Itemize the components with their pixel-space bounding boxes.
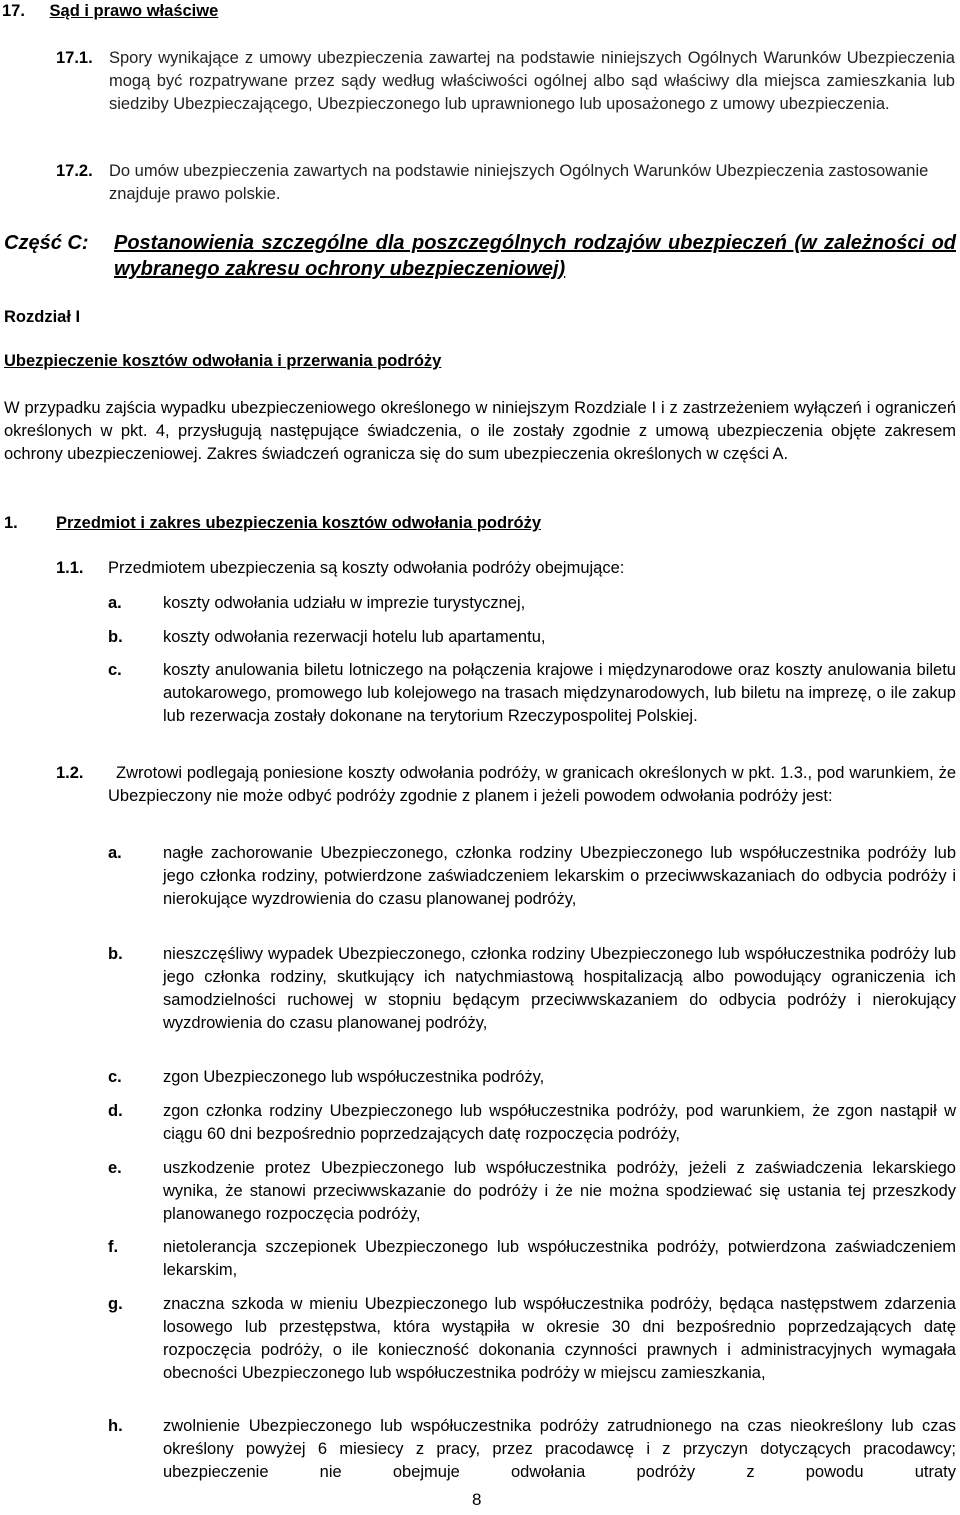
- section-1-number: 1.: [4, 514, 18, 532]
- item-1-2-text: Zwrotowi podlegają poniesione koszty odwołania podróży, w granicach określonych w pkt. 1.3., pod warunkiem, że Ubezpieczony nie może odbyć podróży zgodnie z planem i jeżeli powodem odwołania podróży jest:: [108, 764, 956, 805]
- subitem-letter: e.: [108, 1159, 122, 1177]
- subitem-letter: c.: [108, 1068, 122, 1086]
- chapter-title: Ubezpieczenie kosztów odwołania i przerwania podróży: [4, 352, 442, 370]
- item-1-1-text: Przedmiotem ubezpieczenia są koszty odwołania podróży obejmujące:: [108, 559, 625, 577]
- subitem-letter: a.: [108, 844, 122, 862]
- subitem-text: koszty anulowania biletu lotniczego na połączenia krajowe i międzynarodowe oraz koszty anulowania biletu autokarowego, promowego lub kolejowego na trasach międzynarodowych, lub biletu na imprezę, o ile zakup lub rezerwacja zostały dokonane na terytorium Rzeczypospolitej Polskiej.: [163, 661, 956, 725]
- subitem-letter: b.: [108, 945, 123, 963]
- item-17-2-number: 17.2.: [56, 162, 93, 180]
- subitem-text: zgon Ubezpieczonego lub współuczestnika podróży,: [163, 1068, 545, 1086]
- part-c-title: Postanowienia szczególne dla poszczególnych rodzajów ubezpieczeń (w zależności od wybranego zakresu ochrony ubezpieczeniowej): [114, 232, 956, 280]
- subitem-letter: d.: [108, 1102, 123, 1120]
- part-c-label: Część C:: [4, 232, 89, 254]
- subitem-text: zwolnienie Ubezpieczonego lub współuczestnika podróży zatrudnionego na czas nieokreślony lub czas określony powyżej 6 miesiecy z pracy, przez pracodawcę i z przyczyn dotyczących pracodawcy; ubezpieczenie nie obejmuje odwołania podróży z powodu utraty: [163, 1417, 956, 1481]
- section-number: 17.: [2, 2, 25, 20]
- subitem-letter: a.: [108, 594, 122, 612]
- subitem-text: znaczna szkoda w mieniu Ubezpieczonego lub współuczestnika podróży, będąca następstwem zdarzenia losowego lub przestępstwa, która wystąpiła w okresie 30 dni bezpośrednio poprzedzających datę rozpoczęcia podróży, o ile konieczność dokonania czynności prawnych i administracyjnych wymagała obecności Ubezpieczonego lub współuczestnika podróży w miejscu zamieszkania,: [163, 1295, 956, 1382]
- section-title: Sąd i prawo właściwe: [49, 2, 219, 20]
- item-1-1-number: 1.1.: [56, 559, 84, 577]
- subitem-text: koszty odwołania rezerwacji hotelu lub apartamentu,: [163, 628, 546, 646]
- item-17-1-number: 17.1.: [56, 49, 93, 67]
- page-number: 8: [472, 1490, 482, 1509]
- item-17-2-text: Do umów ubezpieczenia zawartych na podstawie niniejszych Ogólnych Warunków Ubezpieczenia zastosowanie znajduje prawo polskie.: [109, 162, 929, 203]
- subitem-text: koszty odwołania udziału w imprezie turystycznej,: [163, 594, 526, 612]
- subitem-text: nagłe zachorowanie Ubezpieczonego, członka rodziny Ubezpieczonego lub współuczestnika podróży lub jego członka rodziny, potwierdzone zaświadczeniem lekarskim o przeciwwskazaniach do odbycia podróży i nierokujące wyzdrowienia do czasu planowanej podróży,: [163, 844, 956, 908]
- subitem-letter: c.: [108, 661, 122, 679]
- item-1-2-number: 1.2.: [56, 764, 84, 782]
- item-17-1-text: Spory wynikające z umowy ubezpieczenia zawartej na podstawie niniejszych Ogólnych Warunków Ubezpieczenia mogą być rozpatrywane przez sądy według właściwości ogólnej albo sąd właściwy dla miejsca zamieszkania lub siedziby Ubezpieczającego, Ubezpieczonego lub uprawnionego lub uposażonego z umowy ubezpieczenia.: [109, 49, 955, 113]
- subitem-letter: b.: [108, 628, 123, 646]
- subitem-text: uszkodzenie protez Ubezpieczonego lub współuczestnika podróży, jeżeli z zaświadczenia lekarskiego wynika, że stanowi przeciwwskazanie do podróży i że nie można spodziewać się ustania tej przeszkody planowanego rozpoczęcia podróży,: [163, 1159, 956, 1223]
- subitem-letter: h.: [108, 1417, 123, 1435]
- subitem-text: nieszczęśliwy wypadek Ubezpieczonego, członka rodziny Ubezpieczonego lub współuczestnika podróży lub jego członka rodziny, skutkujący ich natychmiastową hospitalizacją albo powodujący ograniczenia ich samodzielności ruchowej w stopniu będącym przeciwwskazaniem do odbycia podróży i nierokujący wyzdrowienia do czasu planowanej podróży,: [163, 945, 956, 1032]
- section-17-heading: [2, 0, 218, 23]
- section-1-title: Przedmiot i zakres ubezpieczenia kosztów odwołania podróży: [56, 514, 542, 532]
- chapter-label: Rozdział I: [4, 308, 81, 326]
- subitem-text: nietolerancja szczepionek Ubezpieczonego lub współuczestnika podróży, potwierdzona zaświadczeniem lekarskim,: [163, 1238, 956, 1279]
- subitem-letter: f.: [108, 1238, 119, 1256]
- subitem-text: zgon członka rodziny Ubezpieczonego lub współuczestnika podróży, pod warunkiem, że zgon nastąpił w ciągu 60 dni bezpośrednio poprzedzających datę rozpoczęcia podróży,: [163, 1102, 956, 1143]
- chapter-intro: W przypadku zajścia wypadku ubezpieczeniowego określonego w niniejszym Rozdziale I i z zastrzeżeniem wyłączeń i ograniczeń określonych w pkt. 4, przysługują następujące świadczenia, o ile zostały zgodnie z umową ubezpieczenia objęte zakresem ochrony ubezpieczeniowej. Zakres świadczeń ogranicza się do sum ubezpieczenia określonych w części A.: [4, 399, 956, 463]
- subitem-letter: g.: [108, 1295, 123, 1313]
